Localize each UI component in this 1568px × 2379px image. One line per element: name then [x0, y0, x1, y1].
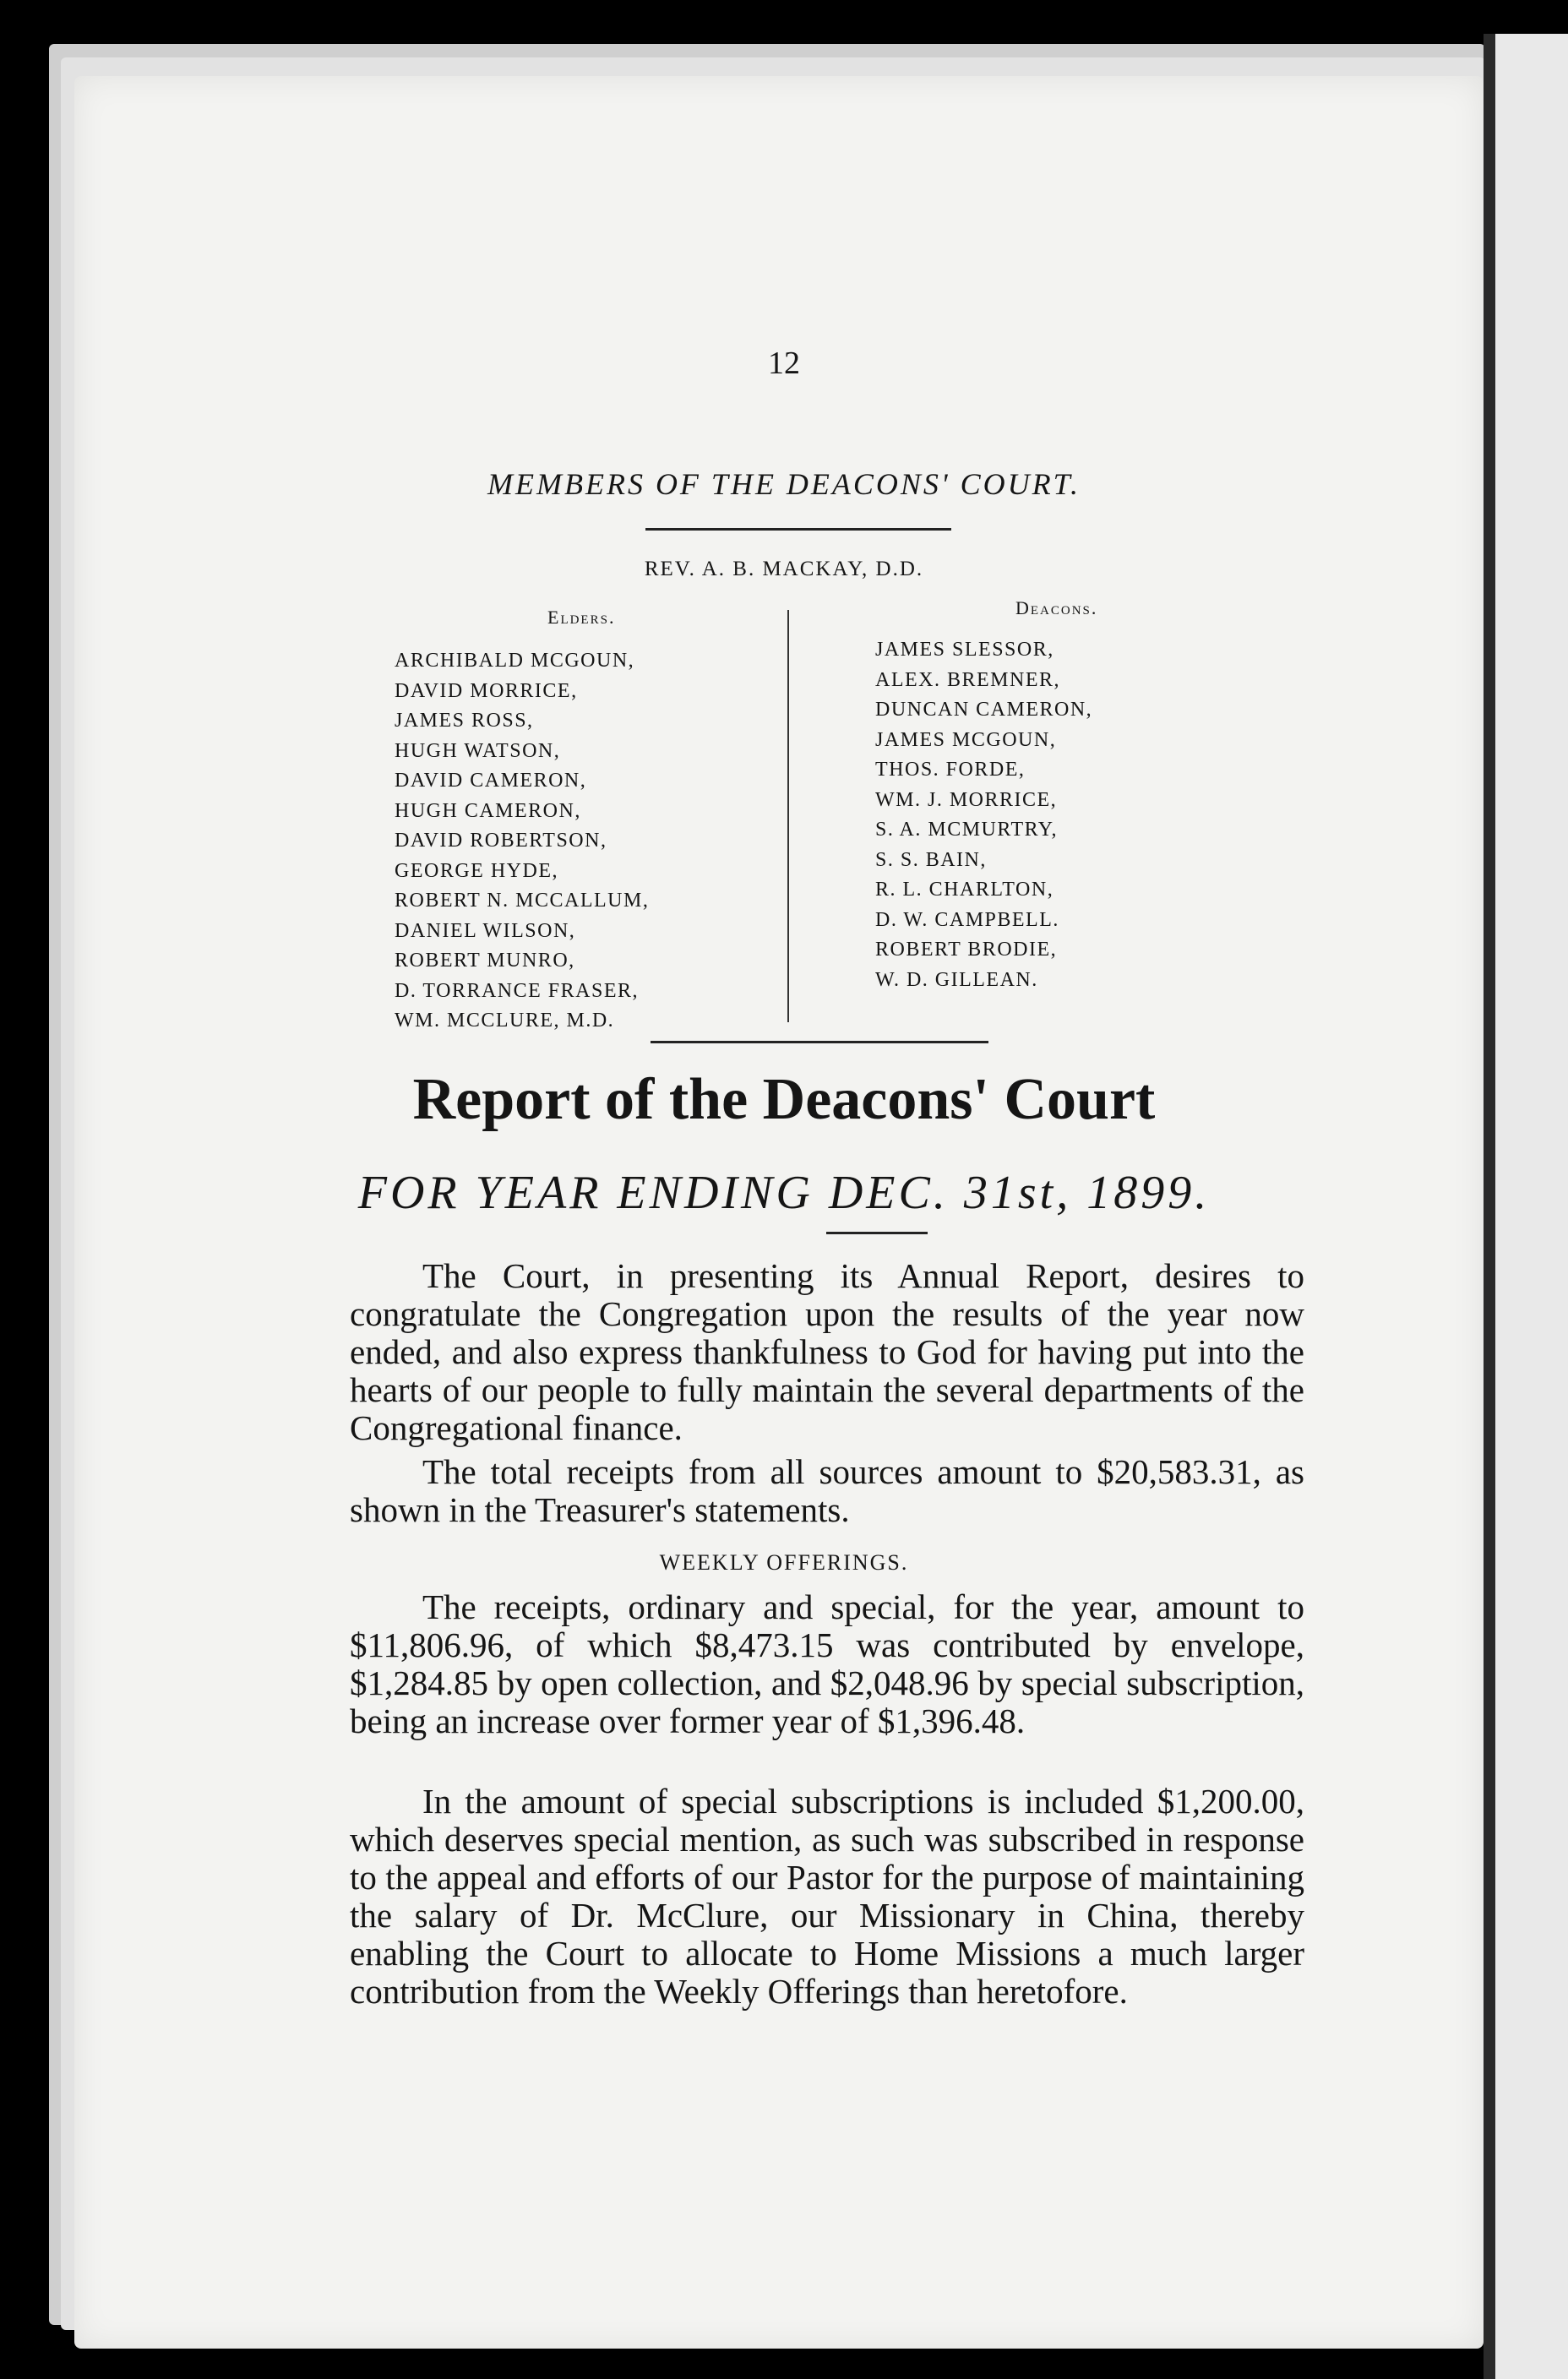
list-item: DANIEL WILSON, [395, 919, 576, 942]
list-item: D. TORRANCE FRASER, [395, 979, 640, 1002]
list-item: ROBERT BRODIE, [875, 939, 1058, 961]
deacons-heading: Deacons. [1015, 597, 1098, 618]
list-item: ROBERT MUNRO, [395, 950, 575, 972]
section-rule [651, 1041, 988, 1043]
members-heading: MEMBERS OF THE DEACONS' COURT. [487, 467, 1081, 501]
deacons-list [875, 635, 1092, 995]
list-item: JAMES SLESSOR, [875, 639, 1054, 661]
report-paragraph-receipts: The total receipts from all sources amount to $20,583.31, as shown in the Treasurer's statements. [350, 1452, 1304, 1529]
report-paragraph-special: In the amount of special subscriptions is included $1,200.00, which deserves special mention, as such was subscribed in response to the appeal and efforts of our Pastor for the purpose of maintaining the salary of Dr. McClure, our Missionary in China, thereby enabling the Court to allocate to Home Missions a much larger contribution from the Weekly Offerings than heretofore. [350, 1782, 1304, 2011]
page-number: 12 [768, 346, 800, 381]
list-item: THOS. FORDE, [875, 759, 1026, 781]
list-item: GEORGE HYDE, [395, 859, 558, 882]
list-item: D. W. CAMPBELL. [875, 908, 1059, 931]
list-item: WM. MCCLURE, M.D. [395, 1010, 615, 1032]
list-item: DAVID CAMERON, [395, 770, 587, 792]
list-item: DAVID ROBERTSON, [395, 830, 607, 852]
report-paragraph-intro: The Court, in presenting its Annual Report, desires to congratulate the Congregation upon the results of the year now ended, and also express thankfulness to God for having put into the hearts of our people to fully maintain the several departments of the Congregational finance. [350, 1256, 1304, 1447]
list-item: DAVID MORRICE, [395, 679, 578, 702]
column-divider [787, 610, 789, 1022]
list-item: ALEX. BREMNER, [875, 668, 1060, 691]
list-item: R. L. CHARLTON, [875, 879, 1054, 901]
list-item: S. A. MCMURTRY, [875, 819, 1059, 841]
list-item: WM. J. MORRICE, [875, 788, 1058, 811]
list-item: S. S. BAIN, [875, 848, 987, 871]
subtitle-rule [826, 1232, 928, 1234]
report-subtitle: FOR YEAR ENDING DEC. 31st, 1899. [357, 1167, 1211, 1219]
elders-heading: Elders. [547, 607, 616, 628]
list-item: JAMES MCGOUN, [875, 728, 1057, 751]
report-paragraph-offerings: The receipts, ordinary and special, for the year, amount to $11,806.96, of which $8,473.15 was contributed by envelope, $1,284.85 by open collection, and $2,048.96 by special subscription, being an increase over former year of $1,396.48. [350, 1587, 1304, 1740]
report-title: Report of the Deacons' Court [412, 1067, 1156, 1132]
list-item: ARCHIBALD MCGOUN, [395, 650, 635, 672]
elders-list [395, 646, 649, 1037]
list-item: ROBERT N. MCCALLUM, [395, 890, 650, 912]
list-item: HUGH WATSON, [395, 739, 561, 762]
list-item: JAMES ROSS, [395, 710, 534, 732]
weekly-offerings-heading: WEEKLY OFFERINGS. [659, 1550, 909, 1575]
pastor-name: REV. A. B. MACKAY, D.D. [644, 558, 924, 580]
list-item: W. D. GILLEAN. [875, 968, 1038, 991]
list-item: HUGH CAMERON, [395, 799, 581, 822]
list-item: DUNCAN CAMERON, [875, 699, 1093, 721]
heading-rule [645, 528, 951, 531]
